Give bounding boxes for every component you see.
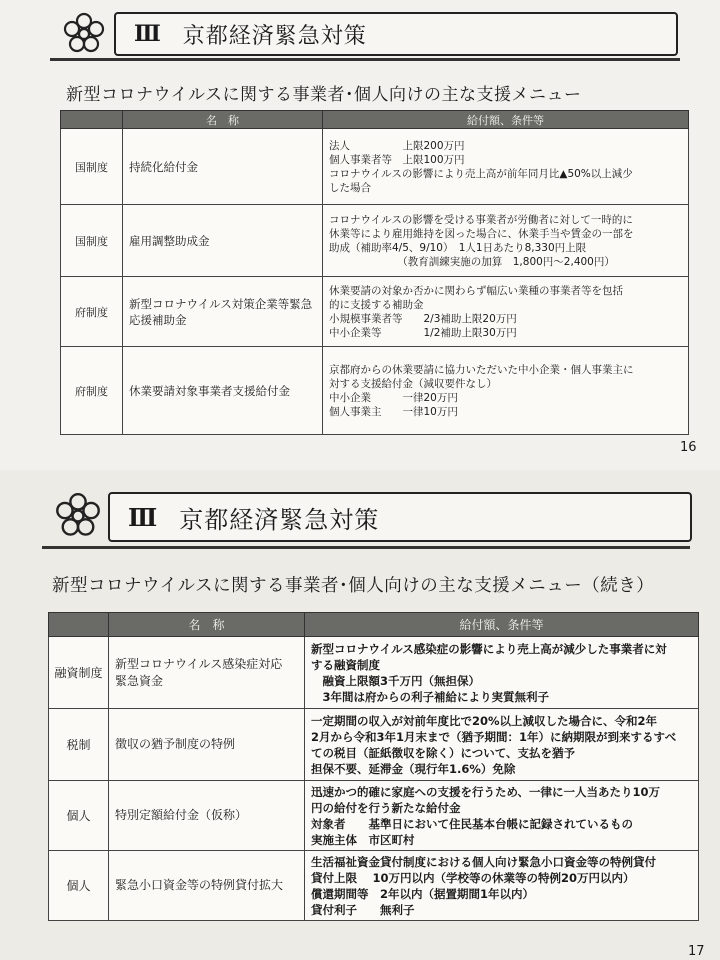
section-header	[114, 12, 678, 56]
header-name: 名 称	[123, 111, 323, 129]
condition-line: 一定期間の収入が対前年度比で20%以上減収した場合に、令和2年	[311, 713, 658, 728]
table-header-row	[61, 111, 689, 129]
condition-line: コロナウイルスの影響により売上高が前年同月比▲50%以上減少	[329, 167, 633, 180]
condition-line: 2月から令和3年1月末まで（猶予期間：1年）に納期限が到来するすべ	[311, 729, 677, 744]
table-row	[49, 709, 699, 781]
table-row	[61, 205, 689, 277]
condition-line: 貸付上限 10万円以内（学校等の休業等の特例20万円以内）	[311, 870, 635, 885]
section-title: 京都経済緊急対策	[179, 505, 380, 534]
row-name: 雇用調整助成金	[123, 205, 323, 277]
row-category: 税制	[49, 709, 109, 781]
table-row	[61, 347, 689, 435]
condition-line: コロナウイルスの影響を受ける事業者が労働者に対して一時的に	[329, 213, 633, 226]
header-conditions: 給付額、条件等	[305, 613, 699, 637]
condition-line: する融資制度	[311, 657, 380, 672]
row-name: 持続化給付金	[123, 129, 323, 205]
table-row	[49, 637, 699, 709]
table-row	[61, 277, 689, 347]
row-conditions	[305, 709, 699, 781]
section-header	[108, 492, 692, 542]
page-16	[0, 0, 720, 470]
header-name: 名 称	[109, 613, 305, 637]
row-conditions	[305, 781, 699, 851]
condition-line: 京都府からの休業要請に協力いただいた中小企業・個人事業主に	[329, 363, 634, 376]
section-rule	[42, 546, 690, 549]
condition-line: 個人事業主 一律10万円	[329, 405, 458, 418]
table-header-row	[49, 613, 699, 637]
row-conditions	[305, 637, 699, 709]
section-rule	[50, 58, 680, 61]
row-category: 府制度	[61, 347, 123, 435]
condition-line: 助成（補助率4/5、9/10） 1人1日あたり8,330円上限	[329, 241, 587, 254]
condition-line: ての税目（証紙徴収を除く）について、支払を猶予	[311, 745, 576, 760]
support-menu-table	[60, 110, 689, 435]
condition-line: 法人 上限200万円	[329, 139, 465, 152]
row-category: 融資制度	[49, 637, 109, 709]
kyoto-emblem-icon	[54, 492, 102, 540]
row-conditions	[323, 277, 689, 347]
row-name: 特別定額給付金（仮称）	[109, 781, 305, 851]
row-category: 国制度	[61, 205, 123, 277]
table-row	[61, 129, 689, 205]
row-category: 個人	[49, 781, 109, 851]
row-conditions	[323, 129, 689, 205]
condition-line: した場合	[329, 181, 371, 194]
support-menu-table	[48, 612, 699, 921]
condition-line: 休業要請の対象か否かに関わらず幅広い業種の事業者等を包括	[329, 284, 623, 297]
row-category: 府制度	[61, 277, 123, 347]
condition-line: 迅速かつ的確に家庭への支援を行うため、一律に一人当あたり10万	[311, 784, 661, 799]
table-row	[49, 781, 699, 851]
row-name: 緊急小口資金等の特例貸付拡大	[109, 851, 305, 921]
header-category	[61, 111, 123, 129]
condition-line: 生活福祉資金貸付制度における個人向け緊急小口資金等の特例貸付	[311, 854, 656, 869]
page-subtitle: 新型コロナウイルスに関する事業者･個人向けの主な支援メニュー（続き）	[52, 576, 655, 596]
condition-line: 中小企業 一律20万円	[329, 391, 458, 404]
condition-line: 担保不要、延滞金（現行年1.6%）免除	[311, 761, 516, 776]
header-conditions: 給付額、条件等	[323, 111, 689, 129]
row-name: 休業要請対象事業者支援給付金	[123, 347, 323, 435]
header-category	[49, 613, 109, 637]
condition-line: 3年間は府からの利子補給により実質無利子	[311, 689, 549, 704]
kyoto-emblem-icon	[62, 12, 106, 56]
condition-line: 休業等により雇用維持を図った場合に、休業手当や賃金の一部を	[329, 227, 634, 240]
row-category: 国制度	[61, 129, 123, 205]
condition-line: （教育訓練実施の加算 1,800円～2,400円）	[329, 255, 615, 268]
page-subtitle: 新型コロナウイルスに関する事業者･個人向けの主な支援メニュー	[66, 85, 582, 105]
condition-line: 貸付利子 無利子	[311, 902, 415, 917]
row-name: 新型コロナウイルス感染症対応 緊急資金	[109, 637, 305, 709]
row-name: 徴収の猶予制度の特例	[109, 709, 305, 781]
condition-line: 的に支援する補助金	[329, 298, 424, 311]
row-name: 新型コロナウイルス対策企業等緊急 応援補助金	[123, 277, 323, 347]
table-row	[49, 851, 699, 921]
condition-line: 円の給付を行う新たな給付金	[311, 800, 461, 815]
section-numeral: Ⅲ	[134, 21, 161, 47]
condition-line: 対する支援給付金（減収要件なし）	[329, 377, 497, 390]
page-17	[0, 470, 720, 960]
page-number: 17	[688, 944, 705, 959]
row-conditions	[323, 347, 689, 435]
condition-line: 中小企業等 1/2補助上限30万円	[329, 326, 517, 339]
row-category: 個人	[49, 851, 109, 921]
condition-line: 新型コロナウイルス感染症の影響により売上高が減少した事業者に対	[311, 641, 667, 656]
row-conditions	[323, 205, 689, 277]
condition-line: 対象者 基準日において住民基本台帳に記録されているもの	[311, 816, 633, 831]
condition-line: 小規模事業者等 2/3補助上限20万円	[329, 312, 517, 325]
condition-line: 償還期間等 2年以内（据置期間1年以内）	[311, 886, 535, 901]
section-numeral: Ⅲ	[128, 502, 158, 532]
condition-line: 個人事業者等 上限100万円	[329, 153, 465, 166]
row-conditions	[305, 851, 699, 921]
condition-line: 実施主体 市区町村	[311, 832, 415, 847]
page-number: 16	[680, 440, 697, 455]
condition-line: 融資上限額3千万円（無担保）	[311, 673, 480, 688]
section-title: 京都経済緊急対策	[182, 23, 367, 49]
